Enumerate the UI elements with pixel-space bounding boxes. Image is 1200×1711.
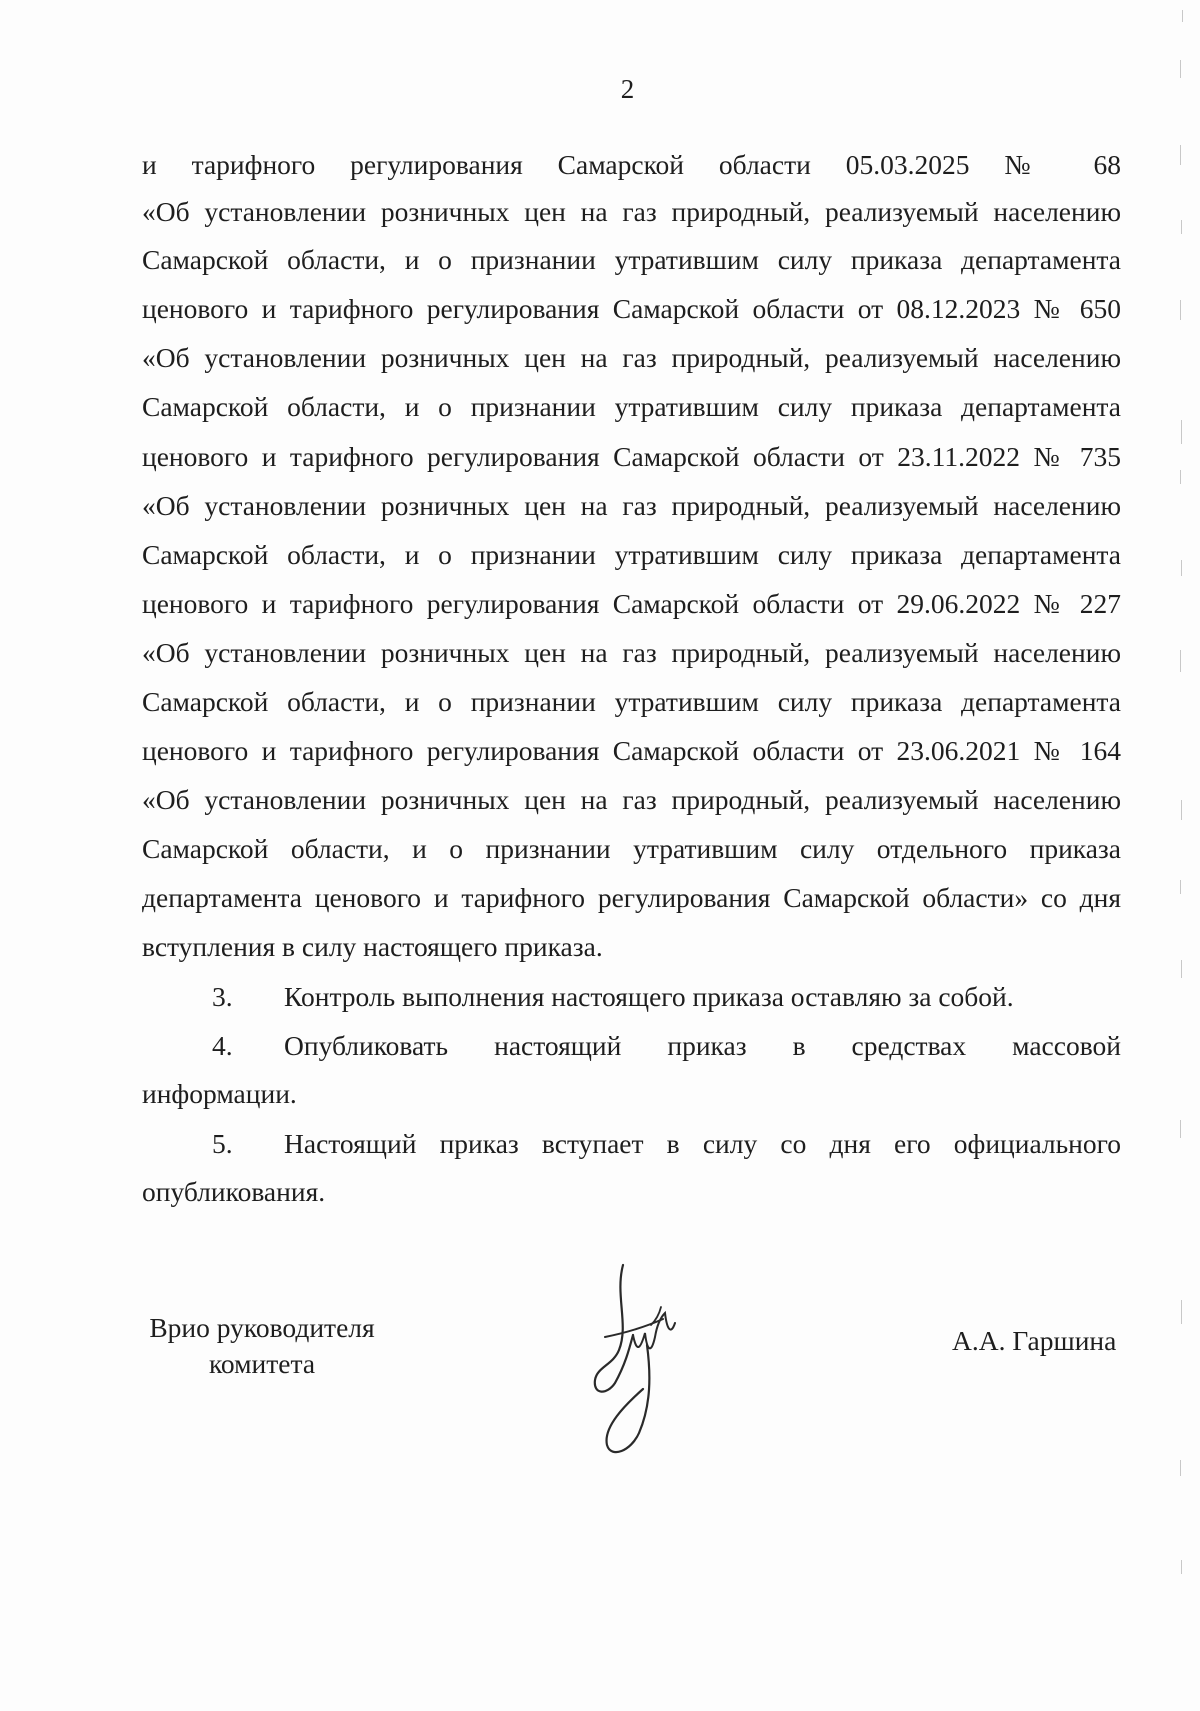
item-text: Контроль выполнения настоящего приказа оставляю за собой. <box>284 981 1014 1012</box>
item-text: Опубликовать настоящий приказ в средствах массовой <box>284 1030 1121 1061</box>
text-line: «Об установлении розничных цен на газ природный, реализуемый населению <box>142 342 1121 373</box>
item-number: 5. <box>212 1128 233 1159</box>
item-continuation: опубликования. <box>142 1176 326 1207</box>
text-line: ценового и тарифного регулирования Самарской области от 23.11.2022 № 735 <box>142 441 1121 472</box>
text-line: Самарской области, и о признании утратившим силу приказа департамента <box>142 391 1121 422</box>
text-line: Самарской области, и о признании утратившим силу приказа департамента <box>142 244 1121 275</box>
item-number: 4. <box>212 1030 233 1061</box>
text-line: «Об установлении розничных цен на газ природный, реализуемый населению <box>142 784 1121 815</box>
text-line: «Об установлении розничных цен на газ природный, реализуемый населению <box>142 490 1121 521</box>
signatory-title-line1: Врио руководителя <box>149 1312 375 1343</box>
text-line: Самарской области, и о признании утратившим силу приказа департамента <box>142 686 1121 717</box>
text-line: ценового и тарифного регулирования Самарской области от 08.12.2023 № 650 <box>142 293 1121 324</box>
handwritten-signature <box>585 1255 685 1470</box>
text-line: ценового и тарифного регулирования Самарской области от 23.06.2021 № 164 <box>142 735 1121 766</box>
text-line: ценового и тарифного регулирования Самарской области от 29.06.2022 № 227 <box>142 588 1121 619</box>
signatory-title <box>142 1310 382 1382</box>
text-line: «Об установлении розничных цен на газ природный, реализуемый населению <box>142 637 1121 668</box>
text-line: вступления в силу настоящего приказа. <box>142 931 603 962</box>
page-number: 2 <box>620 74 635 104</box>
text-line: Самарской области, и о признании утратившим силу приказа департамента <box>142 539 1121 570</box>
item-text: Настоящий приказ вступает в силу со дня его официального <box>284 1128 1121 1159</box>
scan-edge-artifacts <box>1172 0 1192 1711</box>
item-continuation: информации. <box>142 1078 297 1109</box>
item-number: 3. <box>212 981 233 1012</box>
text-line: и тарифного регулирования Самарской области 05.03.2025 № 68 <box>142 149 1121 180</box>
signatory-name: А.А. Гаршина <box>952 1325 1117 1356</box>
text-line: «Об установлении розничных цен на газ природный, реализуемый населению <box>142 196 1121 227</box>
text-line: Самарской области, и о признании утратившим силу отдельного приказа <box>142 833 1121 864</box>
signatory-title-line2: комитета <box>208 1348 316 1379</box>
text-line: департамента ценового и тарифного регулирования Самарской области» со дня <box>142 882 1121 913</box>
